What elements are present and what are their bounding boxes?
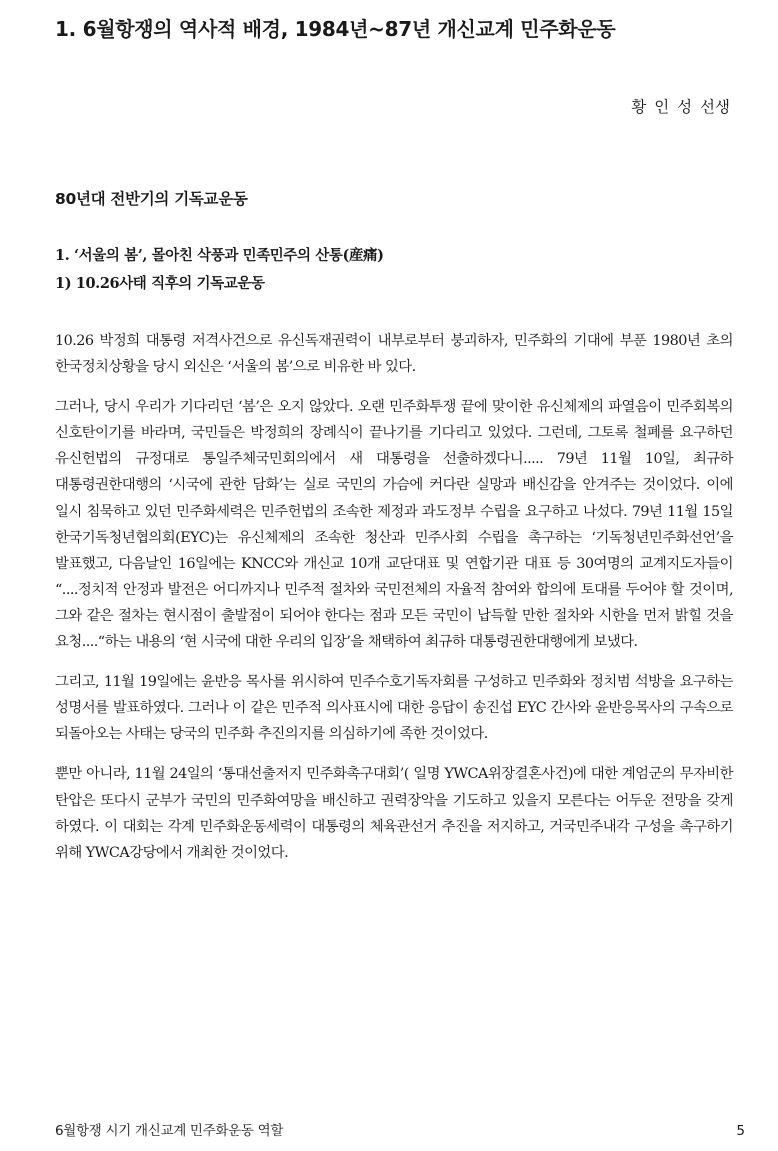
body-text — [55, 328, 733, 880]
subheading-2: 1) 10.26사태 직후의 기독교운동 — [55, 275, 265, 292]
paragraph-3: 그리고, 11월 19일에는 윤반응 목사를 위시하여 민주수호기독자회를 구성하고 민주화와 정치범 석방을 요구하는 성명서를 발표하였다. 그러나 이 같은 민주적 의사표시에 대한 응답이 송진섭 EYC 간사와 윤반응목사의 구속으로 되돌아오는 사태는 당국의 민주화 추진의지를 의심하기에 족한 것이었다. — [55, 674, 733, 743]
subheading-1: 1. ‘서울의 봄’, 몰아친 삭풍과 민족민주의 산통(産痛) — [55, 247, 384, 264]
paragraph-4: 뿐만 아니라, 11월 24일의 ‘통대선출저지 민주화촉구대회’( 일명 YWCA위장결혼사건)에 대한 계엄군의 무자비한 탄압은 또다시 군부가 국민의 민주화여망을 배신하고 권력장악을 기도하고 있을지 모른다는 어두운 전망을 갖게 하였다. 이 대회는 각계 민주화운동세력이 대통령의 체육관선거 추진을 저지하고, 거국민주내각 구성을 촉구하기 위해 YWCA강당에서 개최한 것이었다. — [55, 766, 733, 861]
chapter-title: 1. 6월항쟁의 역사적 배경, 1984년~87년 개신교계 민주화운동 — [55, 17, 616, 41]
section-title: 80년대 전반기의 기독교운동 — [55, 190, 248, 208]
author-name: 황 인 성 선생 — [631, 98, 730, 116]
page-number: 5 — [736, 1123, 745, 1139]
paragraph-1: 10.26 박정희 대통령 저격사건으로 유신독재권력이 내부로부터 붕괴하자, 민주화의 기대에 부푼 1980년 초의 한국정치상황을 당시 외신은 ‘서울의 봄’으로 비유한 바 있다. — [55, 333, 733, 376]
paragraph-2: 그러나, 당시 우리가 기다리던 ‘봄’은 오지 않았다. 오랜 민주화투쟁 끝에 맞이한 유신체제의 파열음이 민주회복의 신호탄이기를 바라며, 국민들은 박정희의 장례식이 끝나기를 기다리고 있었다. 그런데, 그토록 철폐를 요구하던 유신헌법의 규정대로 통일주체국민회의에서 새 대통령을 선출하겠다니..... 79년 11월 10일, 최규하 대통령권한대행의 ‘시국에 관한 담화’는 실로 국민의 가슴에 커다란 실망과 배신감을 안겨주는 것이었다. 이에 일시 침묵하고 있던 민주화세력은 민주헌법의 조속한 제정과 과도정부 수립을 요구하고 나섰다. 79년 11월 15일 한국기독청년협의회(EYC)는 유신체제의 조속한 청산과 민주사회 수립을 촉구하는 ‘기독청년민주화선언’을 발표했고, 다음날인 16일에는 KNCC와 개신교 10개 교단대표 및 연합기관 대표 등 30여명의 교계지도자들이 “....정치적 안정과 발전은 어디까지나 민주적 절차와 국민전체의 자율적 참여와 합의에 토대를 두어야 할 것이며, 그와 같은 절차는 현시점이 출발점이 되어야 한다는 점과 모든 국민이 납득할 만한 절차와 시한을 먼저 밝힐 것을 요청....“하는 내용의 ‘현 시국에 대한 우리의 입장’을 채택하여 최규하 대통령권한대행에게 보냈다. — [55, 399, 733, 651]
footer-title: 6월항쟁 시기 개신교계 민주화운동 역할 — [55, 1123, 284, 1139]
